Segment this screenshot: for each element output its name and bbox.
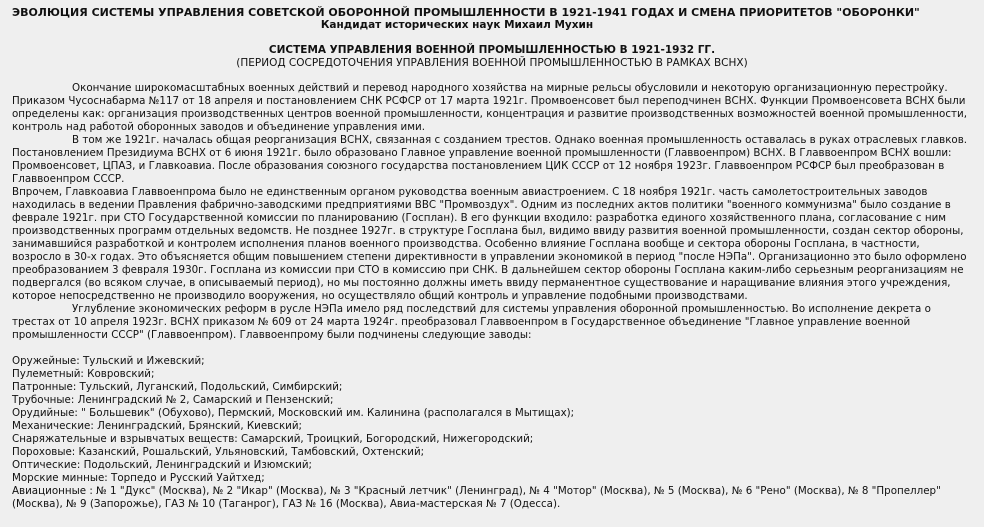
article-author: Кандидат исторических наук Михаил Мухин [320,19,594,31]
plant-list-item: Патронные: Тульский, Луганский, Подольский, Симбирский; [12,381,343,393]
plant-list-item: Механические: Ленинградский, Брянский, Киевский; [12,420,303,432]
paragraph-1: Окончание широкомасштабных военных действий и перевод народного хозяйства на мирные рельсы обусловили и некоторую организационную перестройку. Приказом Чусоснабарма №117 от 18 апреля и постановлением СНК РСФСР от 17 марта 1921г. Промвоенсовет был переподчинен ВСНХ. Функции Промвоенсовета ВСНХ были определены как: организация производственных центров военной промышленности, концентрация и развитие производственных возможностей военной промышленности, контроль над работой оборонных заводов и объединение управления ими. [12,82,967,133]
plant-list [12,355,972,511]
plant-list-item: Пороховые: Казанский, Рошальский, Ульяновский, Тамбовский, Охтенский; [12,446,425,458]
plant-list-item: Оптические: Подольский, Ленинградский и Изюмский; [12,459,312,471]
paragraph-3: Впрочем, Главкоавиа Главвоенпрома было не единственным органом руководства военным авиастроением. С 18 ноября 1921г. часть самолетостроительных заводов находилась в ведении Правления фабрично-заводскими предприятиями ВВС "Промвоздух". Одним из последних актов политики "военного коммунизма" было создание в феврале 1921г. при СТО Государственной комиссии по планированию (Госплан). В его функции входило: разработка единого хозяйственного плана, согласование с ним производственных программ отдельных ведомств. Не позднее 1927г. в структуре Госплана был, видимо ввиду развития военной промышленности, создан сектор обороны, занимавшийся разработкой и контролем исполнения планов военного производства. Особенно влияние Госплана вообще и сектора обороны Госплана, в частности, возросло в 30-х годах. Это объясняется общим повышением степени директивности в управлении экономикой в период "после НЭПа". Организационно это было оформлено преобразованием 3 февраля 1930г. Госплана из комиссии при СТО в комиссию при СНК. В дальнейшем сектор обороны Госплана каким-либо серьезным реорганизациям не подвергался (во всяком случае, в описываемый период), но мы постоянно должны иметь ввиду перманентное существование и наращивание влияния этого учреждения, которое непосредственно не производило вооружения, но осуществляло общий контроль и управление подобными производствами. [12,186,967,302]
plant-list-item: Орудийные: " Большевик" (Обухово), Пермский, Московский им. Калинина (располагался в Мытищах); [12,407,575,419]
plant-list-item: Оружейные: Тульский и Ижевский; [12,355,205,367]
section-subtitle: (ПЕРИОД СОСРЕДОТОЧЕНИЯ УПРАВЛЕНИЯ ВОЕННОЙ ПРОМЫШЛЕННОСТЬЮ В РАМКАХ ВСНХ) [236,57,748,69]
plant-list-item: Трубочные: Ленинградский № 2, Самарский и Пензенский; [12,394,334,406]
section-title: СИСТЕМА УПРАВЛЕНИЯ ВОЕННОЙ ПРОМЫШЛЕННОСТЬЮ В 1921-1932 ГГ. [268,44,716,56]
plant-list-item: Авиационные : № 1 "Дукс" (Москва), № 2 "Икар" (Москва), № 3 "Красный летчик" (Ленинград), № 4 "Мотор" (Москва), № 5 (Москва), № 6 "Рено" (Москва), № 8 "Пропеллер" (Москва), № 9 (Запорожье), ГАЗ № 10 (Таганрог), ГАЗ № 16 (Москва), Авиа-мастерская № 7 (Одесса). [12,485,941,510]
plant-list-item: Морские минные: Торпедо и Русский Уайтхед; [12,472,265,484]
article-title: ЭВОЛЮЦИЯ СИСТЕМЫ УПРАВЛЕНИЯ СОВЕТСКОЙ ОБОРОННОЙ ПРОМЫШЛЕННОСТИ В 1921-1941 ГОДАХ И СМЕНА ПРИОРИТЕТОВ "ОБОРОНКИ" [12,6,920,19]
paragraph-4: Углубление экономических реформ в русле НЭПа имело ряд последствий для системы управления оборонной промышленностью. Во исполнение декрета о трестах от 10 апреля 1923г. ВСНХ приказом № 609 от 24 марта 1924г. преобразовал Главвоенпром в Государственное объединение "Главное управление военной промышленности СССР" (Главвоенпром). Главвоенпрому были подчинены следующие заводы: [12,303,931,341]
plant-list-item: Пулеметный: Ковровский; [12,368,155,380]
plant-list-item: Снаряжательные и взрывчатых веществ: Самарский, Троицкий, Богородский, Нижегородский; [12,433,534,445]
paragraph-2: В том же 1921г. началась общая реорганизация ВСНХ, связанная с созданием трестов. Однако военная промышленность оставалась в руках отраслевых главков. Постановлением Президиума ВСНХ от 6 июня 1921г. было образовано Главное управление военной промышленности (Главвоенпром) ВСНХ. В Главвоенпром ВСНХ вошли: Промвоенсовет, ЦПАЗ, и Главкоавиа. После образования союзного государства постановлением ЦИК СССР от 12 ноября 1923г. Главвоенпром РСФСР был преобразован в Главвоенпром СССР. [12,134,968,185]
